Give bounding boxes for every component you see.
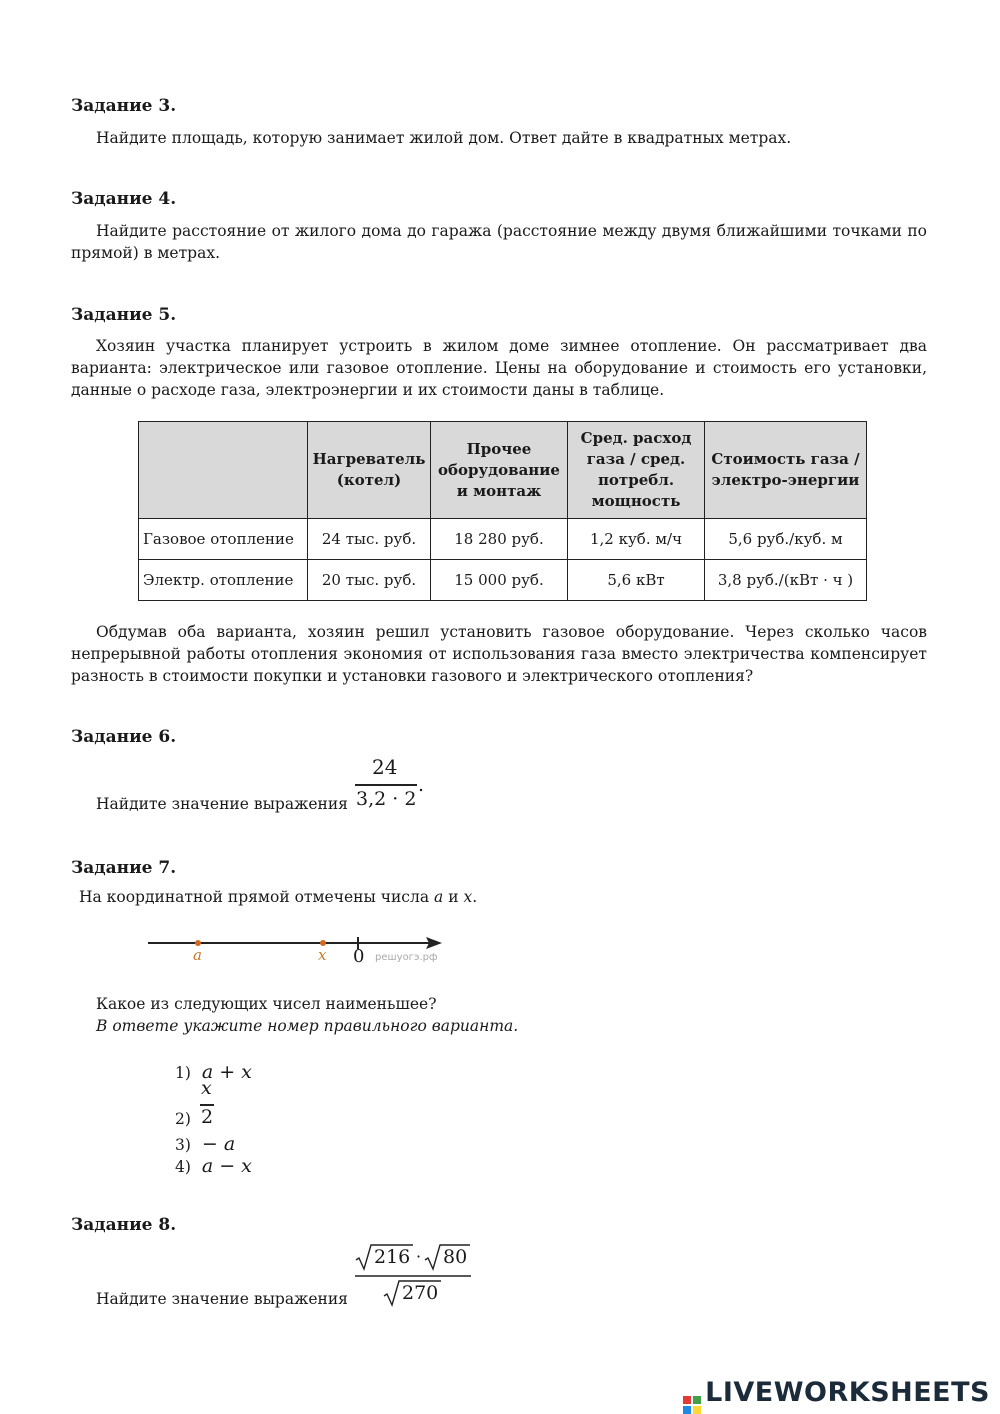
table-cell: 15 000 руб. [431, 560, 568, 601]
table-cell: 3,8 руб./(кВт · ч ) [705, 560, 867, 601]
task5-intro: Хозяин участка планирует устроить в жилом доме зимнее отопление. Он рассматривает два варианта: электрическое или газовое отопление. Цены на оборудование и стоимость его установки, данные о расходе газа, электроэнергии и их стоимости даны в таблице. [71, 337, 927, 399]
option-number: 1) [175, 1064, 191, 1082]
task6-numerator: 24 [372, 755, 398, 779]
heating-table [138, 421, 867, 601]
task8-prompt: Найдите значение выражения [96, 1290, 348, 1308]
task3-text: Найдите площадь, которую занимает жилой дом. Ответ дайте в квадратных метрах. [96, 129, 792, 147]
table-header-cell: Прочее оборудование и монтаж [431, 422, 568, 519]
table-cell: 5,6 кВт [568, 560, 705, 601]
option-number: 3) [175, 1136, 191, 1154]
logo-square-icon [693, 1396, 701, 1404]
option-number: 2) [175, 1110, 191, 1128]
task8-title: Задание 8. [71, 1215, 177, 1235]
table-header-cell: Сред. расход газа / сред. потребл. мощность [568, 422, 705, 519]
task7-question: Какое из следующих чисел наименьшее? [96, 995, 437, 1013]
option-1[interactable] [175, 1061, 252, 1083]
label-zero: 0 [353, 946, 365, 967]
logo-text: LIVEWORKSHEETS [705, 1377, 990, 1408]
watermark: решуогэ.рф [375, 952, 438, 963]
task4-title: Задание 4. [71, 189, 177, 209]
option-2-denominator: 2 [201, 1106, 214, 1128]
table-header-cell: Стоимость газа / электро-энергии [705, 422, 867, 519]
task6-fraction-bar [355, 784, 417, 786]
task8-num-left: 216 [374, 1246, 411, 1268]
task3-title: Задание 3. [71, 96, 177, 116]
logo-square-icon [683, 1396, 691, 1404]
task7-intro-mid: и [443, 888, 464, 906]
task7-instruction: В ответе укажите номер правильного варианта. [96, 1017, 519, 1035]
logo-grid-icon [683, 1396, 701, 1414]
table-row [139, 519, 867, 560]
task7-intro-suffix: . [472, 888, 478, 906]
label-x: x [318, 946, 327, 964]
table-header-cell: Нагреватель (котел) [308, 422, 431, 519]
table-cell: Газовое отопление [139, 519, 308, 560]
table-row [139, 560, 867, 601]
task7-title: Задание 7. [71, 858, 177, 878]
number-line [140, 928, 460, 972]
task5-title: Задание 5. [71, 305, 177, 325]
table-cell: Электр. отопление [139, 560, 308, 601]
label-a: a [193, 946, 202, 964]
task7-intro-prefix: На координатной прямой отмечены числа [79, 888, 435, 906]
option-expression: a − x [201, 1155, 252, 1177]
task7-intro [79, 888, 477, 906]
task6-denominator: 3,2 · 2 [356, 788, 417, 810]
table-cell: 5,6 руб./куб. м [705, 519, 867, 560]
option-expression: − a [201, 1133, 236, 1155]
task8-num-right: 80 [443, 1246, 468, 1268]
option-3[interactable] [175, 1133, 235, 1155]
task5-question: Обдумав оба варианта, хозяин решил установить газовое оборудование. Через сколько часов непрерывной работы отопления экономия от использования газа вместо электричества компенсирует разность в стоимости покупки и установки газового и электрического отопления? [71, 623, 927, 685]
task8-num-dot: · [416, 1247, 422, 1266]
task6-title: Задание 6. [71, 727, 177, 747]
task6-prompt: Найдите значение выражения [96, 795, 348, 813]
table-header-cell [139, 422, 308, 519]
option-2[interactable] [175, 1110, 191, 1128]
liveworksheets-logo [683, 1377, 990, 1414]
option-2-numerator: x [201, 1077, 212, 1099]
task4-text: Найдите расстояние от жилого дома до гаража (расстояние между двумя ближайшими точками по прямой) в метрах. [71, 222, 927, 262]
option-expression: a + x [201, 1061, 252, 1083]
table-header-row [139, 422, 867, 519]
task6-period: . [418, 774, 425, 796]
table-cell: 1,2 куб. м/ч [568, 519, 705, 560]
table-cell: 24 тыс. руб. [308, 519, 431, 560]
table-cell: 20 тыс. руб. [308, 560, 431, 601]
task7-var-x: x [463, 888, 473, 906]
task7-var-a: a [434, 888, 444, 906]
option-number: 4) [175, 1158, 191, 1176]
table-cell: 18 280 руб. [431, 519, 568, 560]
task8-den: 270 [402, 1282, 439, 1304]
option-4[interactable] [175, 1155, 252, 1177]
